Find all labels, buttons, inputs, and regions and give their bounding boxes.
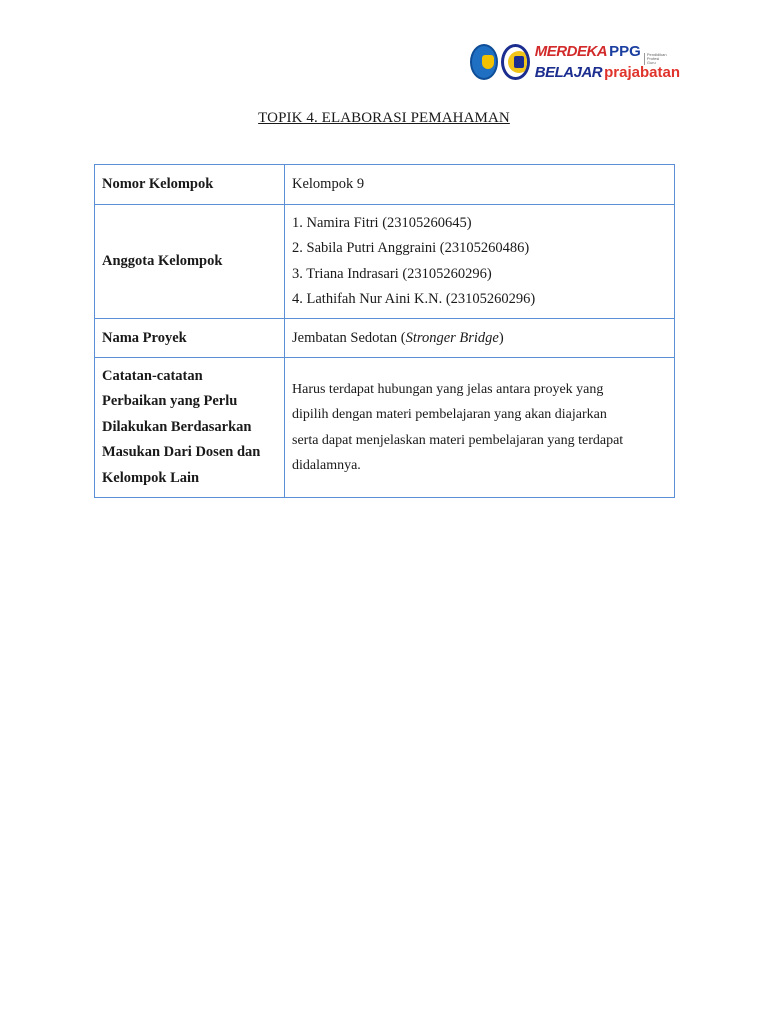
project-name-suffix: ) — [498, 329, 504, 346]
catatan-label-line: Catatan-catatan — [102, 367, 203, 384]
member-item: 3. Triana Indrasari (23105260296) — [292, 265, 492, 282]
catatan-label — [95, 358, 285, 498]
nomor-kelompok-value: Kelompok 9 — [285, 165, 675, 205]
table-row — [95, 205, 675, 319]
member-item: 1. Namira Fitri (23105260645) — [292, 214, 472, 231]
group-info-table — [94, 164, 675, 498]
project-name-italic: Stronger Bridge — [405, 329, 499, 346]
merdeka-belajar-ppg-logo — [535, 44, 680, 80]
anggota-kelompok-label: Anggota Kelompok — [95, 205, 285, 319]
logo-small-text: Pendidikan Profesi Guru — [644, 53, 662, 65]
member-item: 4. Lathifah Nur Aini K.N. (23105260296) — [292, 291, 536, 307]
catatan-text-line: Harus terdapat hubungan yang jelas antara proyek yang — [292, 381, 604, 397]
catatan-text-line: serta dapat menjelaskan materi pembelajaran yang terdapat — [292, 432, 624, 448]
logo-merdeka-text: MERDEKA — [534, 43, 608, 60]
logo-prajabatan-text: prajabatan — [604, 64, 680, 81]
member-item: 2. Sabila Putri Anggraini (23105260486) — [292, 240, 530, 256]
catatan-text-line: didalamnya. — [292, 458, 361, 473]
document-title: TOPIK 4. ELABORASI PEMAHAMAN — [258, 110, 510, 126]
project-name-prefix: Jembatan Sedotan ( — [292, 329, 406, 346]
university-logo-icon — [501, 44, 530, 80]
anggota-kelompok-value — [285, 205, 675, 319]
nama-proyek-value — [285, 319, 675, 358]
catatan-label-line: Kelompok Lain — [102, 469, 200, 486]
table-row — [95, 358, 675, 498]
catatan-label-line: Dilakukan Berdasarkan — [102, 418, 252, 435]
logo-belajar-text: BELAJAR — [534, 64, 603, 81]
table-row — [95, 165, 675, 205]
nama-proyek-label: Nama Proyek — [95, 319, 285, 358]
catatan-label-line: Masukan Dari Dosen dan — [102, 444, 261, 461]
logo-ppg-text: PPG — [609, 43, 641, 60]
catatan-text-line: dipilih dengan materi pembelajaran yang akan diajarkan — [292, 407, 607, 422]
table-row — [95, 319, 675, 358]
catatan-label-line: Perbaikan yang Perlu — [102, 393, 238, 410]
header-logo — [470, 40, 680, 84]
nomor-kelompok-label: Nomor Kelompok — [95, 165, 285, 205]
catatan-value — [285, 358, 675, 498]
kemendikbud-logo-icon — [470, 44, 498, 80]
